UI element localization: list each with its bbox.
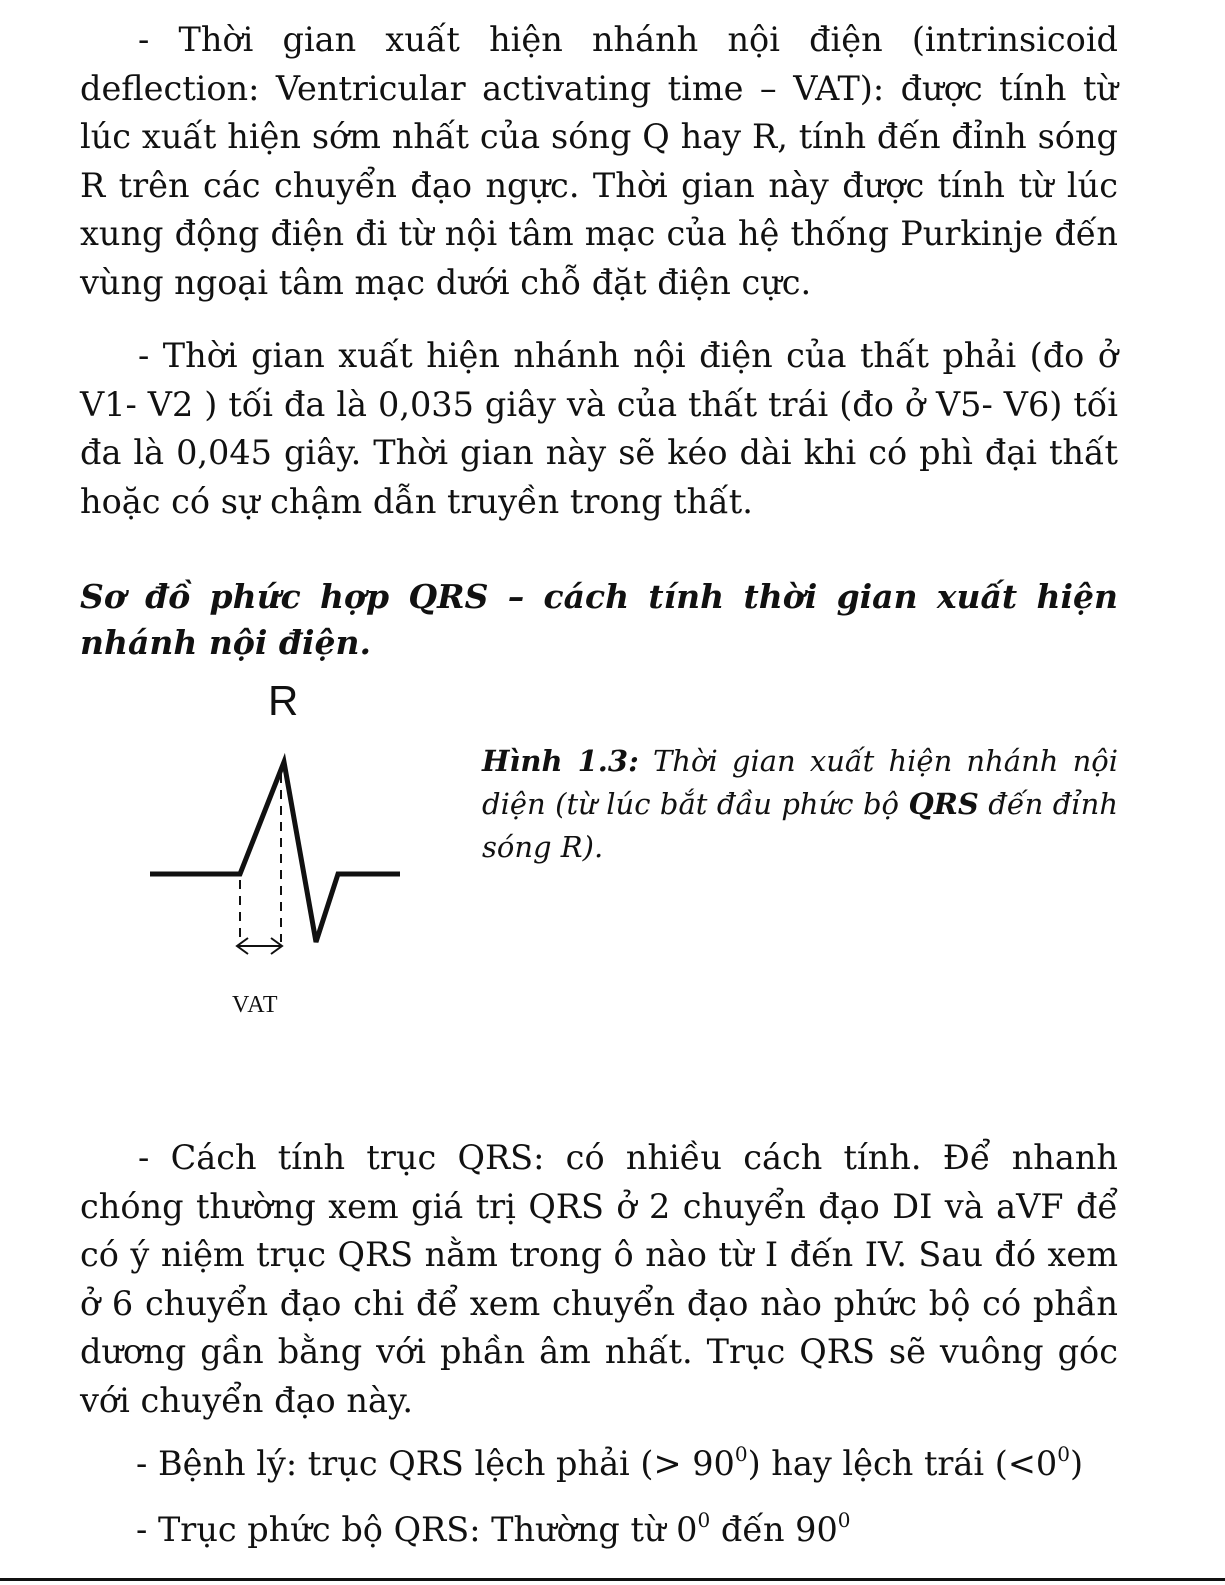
vat-label: VAT (232, 992, 279, 1018)
paragraph-vat-limits: - Thời gian xuất hiện nhánh nội điện của thất phải (đo ở V1- V2 ) tối đa là 0,035 giây và của thất trái (đo ở V5- V6) tối đa là 0,045 giây. Thời gian này sẽ kéo dài khi có phì đại thất hoặc có sự chậm dẫn truyền trong thất. (80, 336, 1118, 521)
figure-caption (482, 740, 1118, 869)
paragraph-vat-definition: - Thời gian xuất hiện nhánh nội điện (intrinsicoid deflection: Ventricular activating time – VAT): được tính từ lúc xuất hiện sớm nhất của sóng Q hay R, tính đến đỉnh sóng R trên các chuyển đạo ngực. Thời gian này được tính từ lúc xung động điện đi từ nội tâm mạc của hệ thống Purkinje đến vùng ngoại tâm mạc dưới chỗ đặt điện cực. (80, 20, 1118, 302)
r-wave-label: R (268, 677, 299, 724)
page-bottom-rule (0, 1578, 1225, 1581)
degree-sup: 0 (734, 1442, 748, 1466)
pathology-line (136, 1440, 1174, 1488)
qrs-complex-drawing (140, 677, 440, 1030)
section-heading: Sơ đồ phức hợp QRS – cách tính thời gian xuất hiện nhánh nội điện. (80, 577, 1118, 662)
figure-caption-bold: QRS (908, 787, 979, 821)
degree-sup: 0 (837, 1508, 851, 1532)
normal-prefix: - Trục phức bộ QRS: Thường từ 0 (136, 1510, 698, 1549)
qrs-diagram (140, 677, 440, 1030)
degree-sup: 0 (697, 1508, 711, 1532)
pathology-prefix: - Bệnh lý: trục QRS lệch phải (> 90 (136, 1444, 735, 1483)
normal-mid: đến 90 (710, 1510, 838, 1549)
figure-caption-text: Thời gian xuất hiện nhánh nội diện (từ lúc bắt đầu phức bộ (482, 744, 1119, 821)
normal-axis-line (136, 1506, 1174, 1554)
pathology-end: ) (1069, 1444, 1084, 1483)
pathology-mid: ) hay lệch trái (<0 (747, 1444, 1058, 1483)
paragraph-qrs-axis: - Cách tính trục QRS: có nhiều cách tính. Để nhanh chóng thường xem giá trị QRS ở 2 chuyển đạo DI và aVF để có ý niệm trục QRS nằm trong ô nào từ I đến IV. Sau đó xem ở 6 chuyển đạo chi để xem chuyển đạo nào phức bộ có phần dương gần bằng với phần âm nhất. Trục QRS sẽ vuông góc với chuyển đạo này. (80, 1138, 1118, 1420)
qrs-waveform (150, 762, 400, 942)
degree-sup: 0 (1057, 1442, 1070, 1466)
figure-caption-tail: đến đỉnh sóng R). (482, 787, 1119, 864)
figure-caption-label: Hình 1.3: (482, 744, 639, 778)
